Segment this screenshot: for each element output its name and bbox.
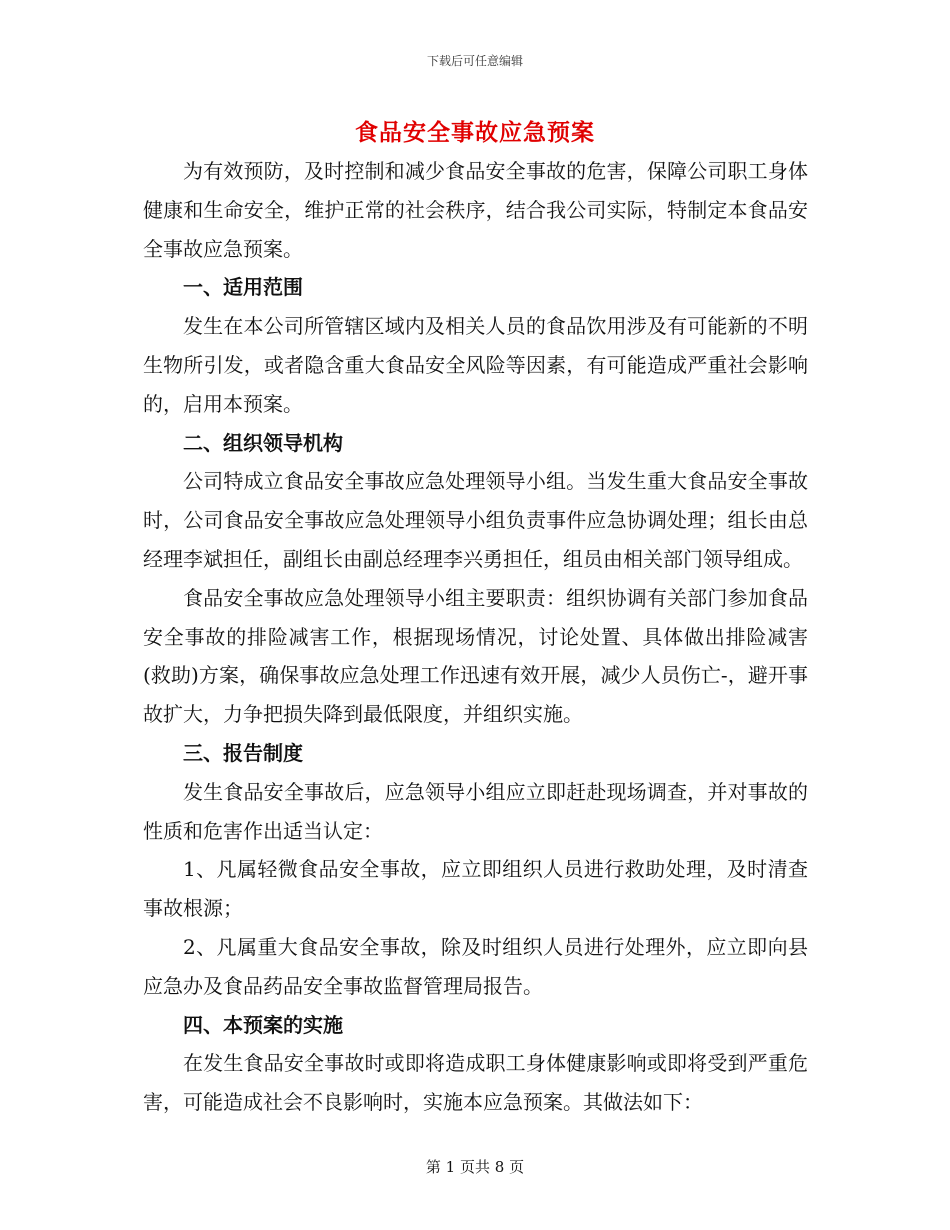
section-heading-implementation: 四、本预案的实施 xyxy=(183,1012,343,1037)
section-heading-scope: 一、适用范围 xyxy=(183,275,303,300)
reporting-paragraph: 发生食品安全事故后，应急领导小组应立即赶赴现场调查，并对事故的性质和危害作出适当认定： xyxy=(143,779,808,843)
implementation-paragraph: 在发生食品安全事故时或即将造成职工身体健康影响或即将受到严重危害，可能造成社会不良影响时，实施本应急预案。其做法如下： xyxy=(143,1051,808,1115)
section-heading-reporting: 三、报告制度 xyxy=(183,740,303,765)
scope-paragraph: 发生在本公司所管辖区域内及相关人员的食品饮用涉及有可能新的不明生物所引发，或者隐含重大食品安全风险等因素，有可能造成严重社会影响的，启用本预案。 xyxy=(143,314,808,416)
organization-paragraph: 公司特成立食品安全事故应急处理领导小组。当发生重大食品安全事故时，公司食品安全事故应急处理领导小组负责事件应急协调处理；组长由总经理李斌担任，副组长由副总经理李兴勇担任，组员由相关部门领导组成。 xyxy=(143,469,808,571)
header-note: 下载后可任意编辑 xyxy=(426,54,523,68)
document-title: 食品安全事故应急预案 xyxy=(355,119,595,146)
section-heading-organization: 二、组织领导机构 xyxy=(183,430,343,455)
reporting-item-1: 1、凡属轻微食品安全事故，应立即组织人员进行救助处理，及时清查事故根源； xyxy=(143,857,808,921)
duties-paragraph: 食品安全事故应急处理领导小组主要职责：组织协调有关部门参加食品安全事故的排险减害工作，根据现场情况，讨论处置、具体做出排险减害(救助)方案，确保事故应急处理工作迅速有效开展，减少人员伤亡-，避开事故扩大，力争把损失降到最低限度，并组织实施。 xyxy=(143,585,808,727)
reporting-item-2: 2、凡属重大食品安全事故，除及时组织人员进行处理外，应立即向县应急办及食品药品安全事故监督管理局报告。 xyxy=(143,934,808,998)
document-body xyxy=(143,152,808,1122)
intro-paragraph: 为有效预防，及时控制和减少食品安全事故的危害，保障公司职工身体健康和生命安全，维护正常的社会秩序，结合我公司实际，特制定本食品安全事故应急预案。 xyxy=(143,159,808,261)
page-footer: 第 1 页共 8 页 xyxy=(425,1158,525,1176)
